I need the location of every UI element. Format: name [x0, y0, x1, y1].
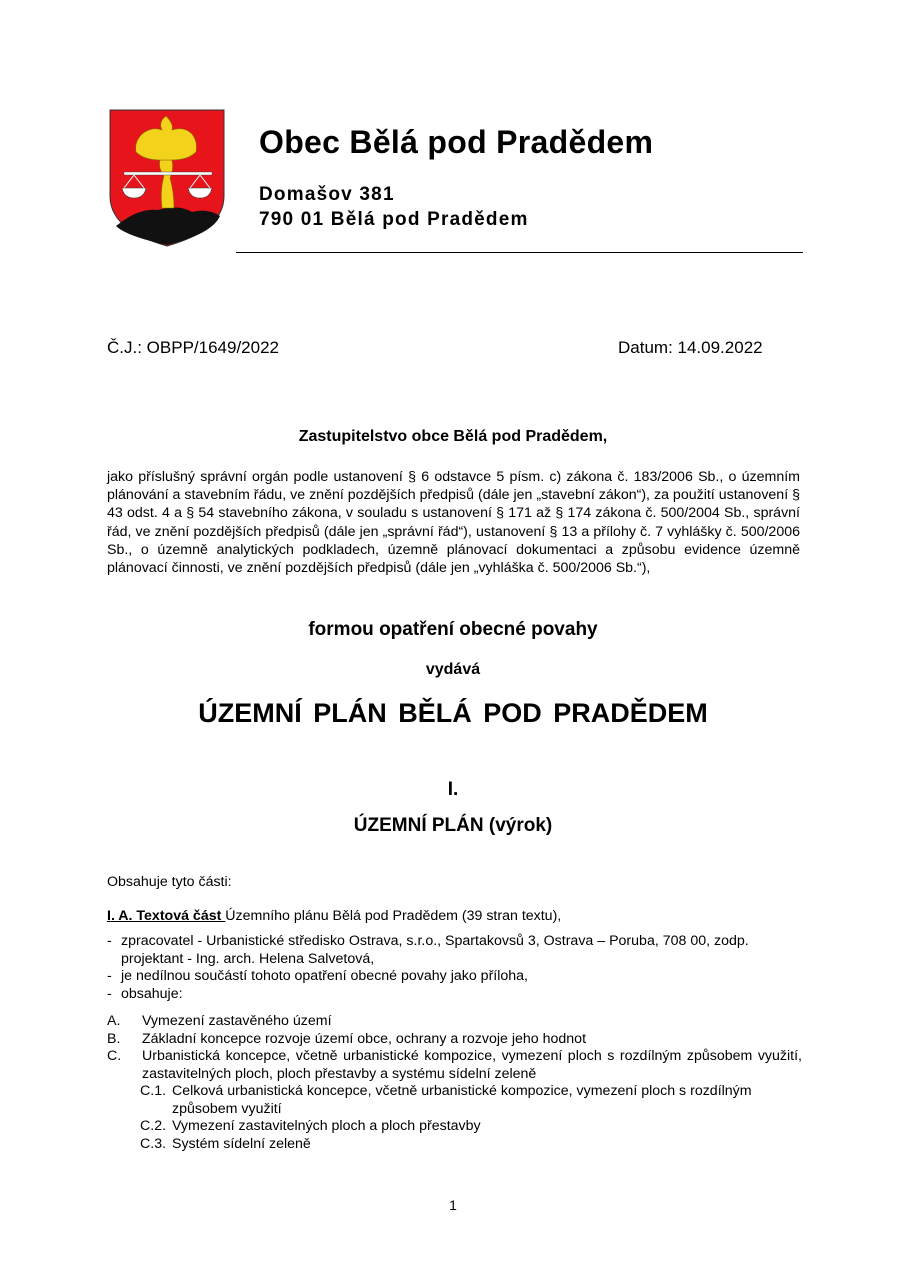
address-street: Domašov 381 — [259, 184, 395, 205]
text-part-description: Územního plánu Bělá pod Pradědem (39 stran textu), — [225, 908, 562, 924]
contains-label: Obsahuje tyto části: — [107, 874, 232, 890]
list-item: - je nedílnou součástí tohoto opatření obecné povahy jako příloha, — [107, 968, 528, 984]
plan-title: ÚZEMNÍ PLÁN BĚLÁ POD PRADĚDEM — [198, 698, 708, 728]
chapter-list — [107, 1013, 802, 1153]
address-city: 790 01 Bělá pod Pradědem — [259, 209, 529, 230]
part-number: I. — [447, 779, 459, 800]
list-item: - obsahuje: — [107, 985, 183, 1002]
header-divider — [236, 252, 803, 253]
council-heading: Zastupitelstvo obce Bělá pod Pradědem, — [298, 428, 608, 445]
list-item: - zpracovatel - Urbanistické středisko Ostrava, s.r.o., Spartakovsů 3, Ostrava – Poruba, 708 00, zodp. projektant - Ing. arch. Helena Salvetová, — [107, 933, 749, 967]
text-part-line — [107, 908, 561, 924]
subchapter-item: C.2. Vymezení zastavitelných ploch a ploch přestavby — [140, 1118, 481, 1134]
intro-paragraph: jako příslušný správní orgán podle ustanovení § 6 odstavce 5 písm. c) zákona č. 183/2006 Sb., o územním plánování a stavebním řádu, ve znění pozdějších předpisů (dále jen „stavební zákon“), za použití ustanovení § 43 odst. 4 a § 54 stavebního zákona, v souladu s ustanovení § 171 až § 174 zákona č. 500/2004 Sb., správní řád, ve znění pozdějších předpisů (dále jen „správní řád“), ustanovení § 13 a přílohy č. 7 vyhlášky č. 500/2006 Sb., o územně analytických podkladech, územně plánovací dokumentaci a způsobu evidence územně plánovací činnosti, ve znění pozdějších předpisů (dále jen „vyhláška č. 500/2006 Sb.“), — [107, 469, 800, 577]
chapter-item: B. Základní koncepce rozvoje území obce, ochrany a rozvoje jeho hodnot — [107, 1030, 587, 1047]
reference-number: Č.J.: OBPP/1649/2022 — [107, 338, 279, 357]
part-title: ÚZEMNÍ PLÁN (výrok) — [353, 815, 553, 836]
subchapter-item: C.3. Systém sídelní zeleně — [140, 1135, 311, 1152]
issues-heading: vydává — [425, 661, 481, 678]
coat-of-arms-icon — [108, 108, 226, 248]
municipality-name: Obec Bělá pod Pradědem — [259, 124, 654, 160]
document-date: Datum: 14.09.2022 — [618, 338, 763, 357]
chapter-item: A. Vymezení zastavěného území — [107, 1013, 332, 1029]
subchapter-item: C.1. Celková urbanistická koncepce, včetně urbanistické kompozice, vymezení ploch s rozdílným způsobem využití — [140, 1083, 752, 1117]
text-part-label: I. A. Textová část — [107, 908, 226, 924]
bullet-list — [107, 933, 807, 1003]
form-heading: formou opatření obecné povahy — [308, 619, 598, 640]
page-number: 1 — [449, 1197, 457, 1213]
chapter-item: C. Urbanistická koncepce, včetně urbanistické kompozice, vymezení ploch s rozdílným způsobem využití, zastavitelných ploch, ploch přestavby a systému sídelní zeleně — [107, 1048, 802, 1082]
municipality-address — [259, 182, 529, 232]
